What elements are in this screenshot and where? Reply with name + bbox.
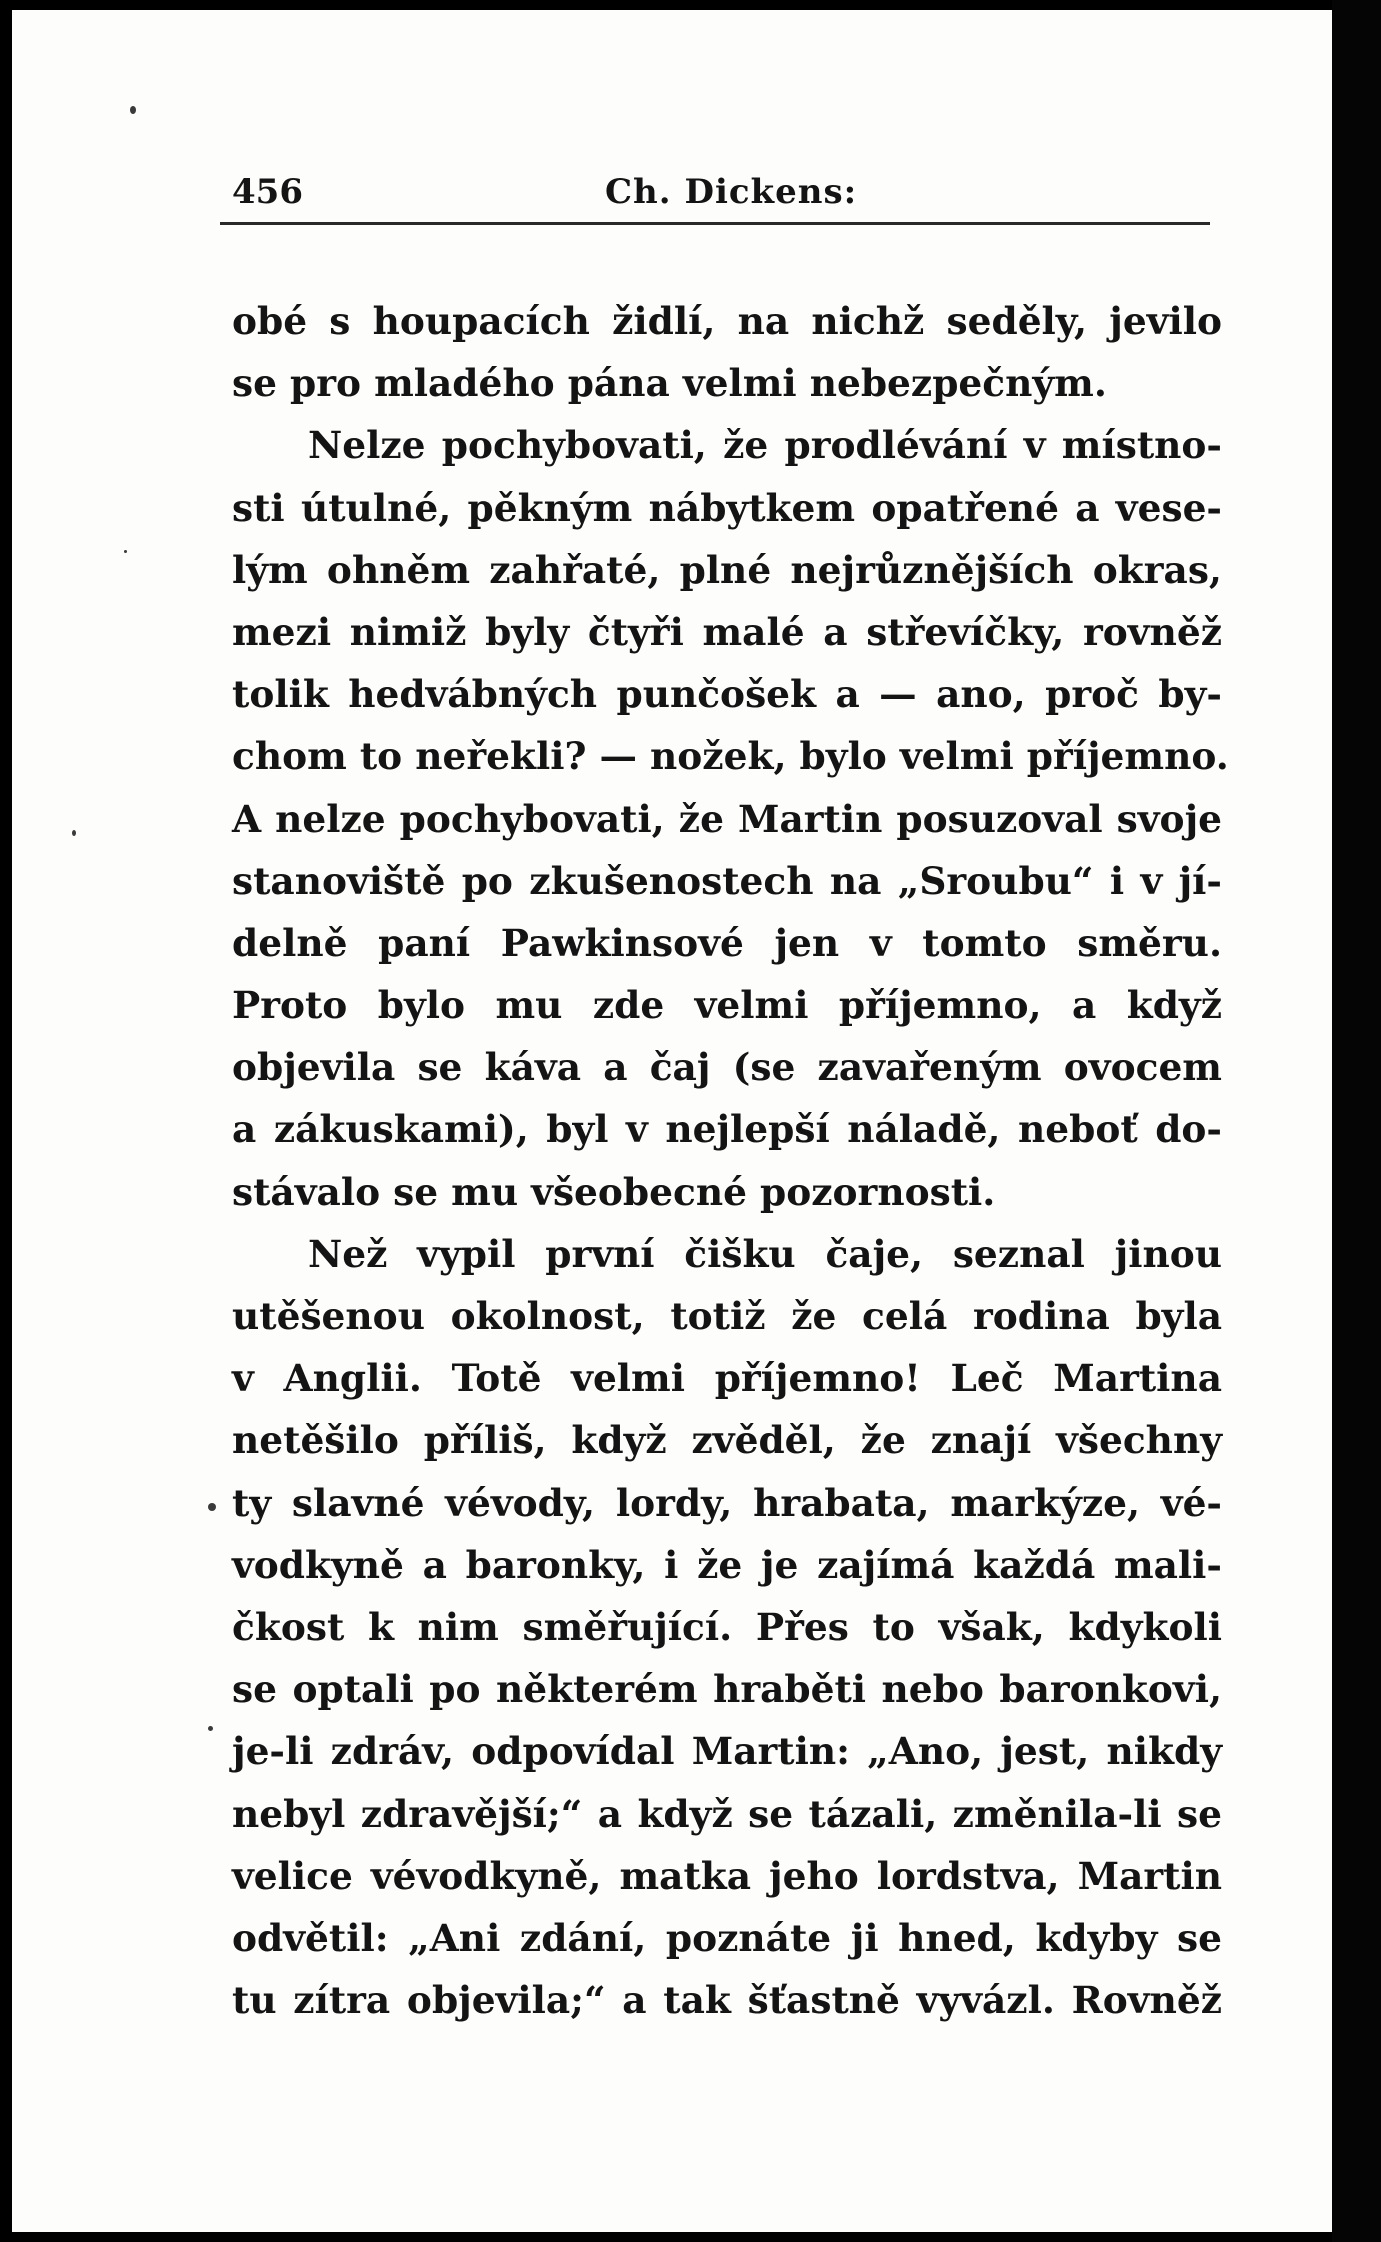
ink-speck <box>130 106 136 114</box>
text-line: netěšilo příliš, když zvěděl, že znají všechny <box>232 1418 1222 1463</box>
text-line: Nelze pochybovati, že prodlévání v místno- <box>308 423 1222 468</box>
text-line: obé s houpacích židlí, na nichž seděly, jevilo <box>232 299 1222 343</box>
text-line: vodkyně a baronky, i že je zajímá každá mali- <box>232 1542 1222 1587</box>
page-header <box>220 160 1220 230</box>
text-line: je-li zdráv, odpovídal Martin: „Ano, jest, nikdy <box>232 1729 1222 1774</box>
text-line: nebyl zdravější;“ a když se tázali, změnila-li se <box>232 1791 1222 1836</box>
text-line: a zákuskami), byl v nejlepší náladě, neboť do- <box>232 1107 1222 1152</box>
text-line: v Anglii. Totě velmi příjemno! Leč Martina <box>232 1356 1222 1401</box>
text-line: delně paní Pawkinsové jen v tomto směru. <box>232 920 1222 965</box>
ink-speck <box>72 830 76 836</box>
text-line: velice vévodkyně, matka jeho lordstva, Martin <box>232 1853 1222 1898</box>
ink-speck <box>124 550 127 553</box>
text-line: chom to neřekli? — nožek, bylo velmi příjemno. <box>232 734 1229 779</box>
text-line: Proto bylo mu zde velmi příjemno, a když <box>232 983 1222 1028</box>
text-line: A nelze pochybovati, že Martin posuzoval svoje <box>232 796 1222 841</box>
text-line: čkost k nim směřující. Přes to však, kdykoli <box>232 1604 1222 1649</box>
text-line: se pro mladého pána velmi nebezpečným. <box>232 361 1107 406</box>
text-line: stanoviště po zkušenostech na „Sroubu“ i v jí- <box>232 858 1222 903</box>
text-line: stávalo se mu všeobecné pozornosti. <box>232 1169 996 1214</box>
text-line: objevila se káva a čaj (se zavařeným ovocem <box>232 1045 1222 1090</box>
text-line: lým ohněm zahřaté, plné nejrůznějších okras, <box>232 547 1222 592</box>
text-line: odvětil: „Ani zdání, poznáte ji hned, kdyby se <box>232 1915 1222 1960</box>
running-head: Ch. Dickens: <box>605 172 858 212</box>
text-line: se optali po některém hraběti nebo baronkovi, <box>232 1667 1222 1712</box>
body-text <box>232 290 1229 2031</box>
page-number: 456 <box>232 172 303 212</box>
book-page <box>12 10 1332 2232</box>
scan-border <box>1332 0 1381 2242</box>
text-line: tu zítra objevila;“ a tak šťastně vyvázl. Rovněž <box>232 1978 1222 2023</box>
ink-speck <box>208 1726 213 1731</box>
text-line: utěšenou okolnost, totiž že celá rodina byla <box>232 1294 1222 1338</box>
text-line: ty slavné vévody, lordy, hrabata, markýze, vé- <box>232 1480 1222 1525</box>
header-rule <box>220 222 1210 225</box>
text-line: sti útulné, pěkným nábytkem opatřené a vese- <box>232 485 1222 530</box>
text-line: tolik hedvábných punčošek a — ano, proč by- <box>232 672 1222 717</box>
ink-speck <box>208 1503 216 1511</box>
text-line: Než vypil první čišku čaje, seznal jinou <box>308 1231 1222 1276</box>
text-line: mezi nimiž byly čtyři malé a střevíčky, rovněž <box>232 609 1222 654</box>
